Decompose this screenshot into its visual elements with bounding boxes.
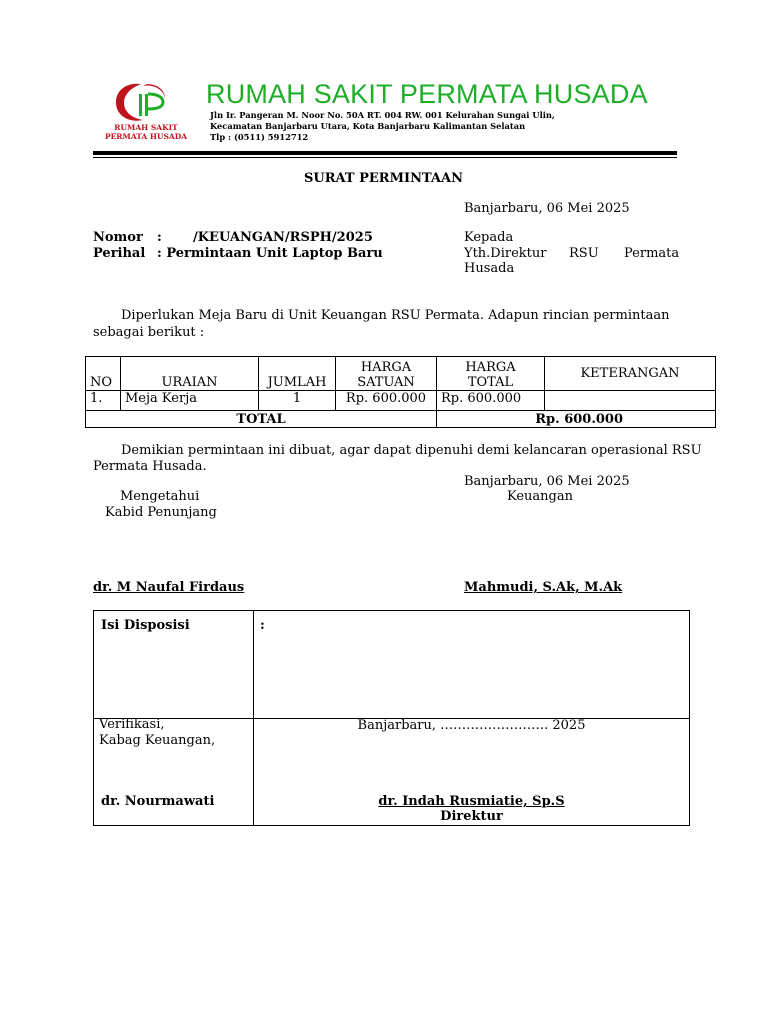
header-harga-satuan-line2: SATUAN bbox=[357, 375, 415, 390]
nomor-sep: : bbox=[157, 230, 162, 245]
signature-left-role1: Mengetahui bbox=[120, 489, 200, 504]
recipient-line2-b: RSU bbox=[569, 246, 599, 261]
address-line1: Jln Ir. Pangeran M. Noor No. 50A RT. 004 RW. 001 Kelurahan Sungai Ulin, bbox=[210, 110, 555, 120]
recipient-line2-c: Permata bbox=[624, 246, 680, 261]
header-no: NO bbox=[86, 357, 121, 391]
phone-line: Tlp : (0511) 5912712 bbox=[210, 132, 309, 142]
letterhead-rule-thick bbox=[93, 151, 677, 155]
total-label: TOTAL bbox=[86, 411, 437, 428]
total-value: Rp. 600.000 bbox=[437, 411, 716, 428]
intro-line1: Diperlukan Meja Baru di Unit Keuangan RSU Permata. Adapun rincian permintaan bbox=[121, 308, 670, 323]
signature-left-name: dr. M Naufal Firdaus bbox=[93, 580, 245, 595]
header-uraian: URAIAN bbox=[121, 357, 259, 391]
signature-right-role: Keuangan bbox=[507, 489, 573, 504]
nomor-label: Nomor bbox=[93, 230, 143, 245]
recipient-line3: Husada bbox=[464, 261, 515, 276]
perihal-value: : Permintaan Unit Laptop Baru bbox=[157, 246, 383, 261]
verification-cell bbox=[94, 719, 254, 826]
disposition-content-cell[interactable] bbox=[254, 611, 690, 719]
disposition-date: Banjarbaru, ……………………. 2025 bbox=[357, 718, 586, 733]
disposition-label: Isi Disposisi bbox=[101, 618, 190, 633]
table-total-row bbox=[86, 411, 716, 428]
disposition-table bbox=[93, 610, 690, 826]
request-items-table bbox=[85, 356, 716, 428]
director-cell bbox=[254, 719, 690, 826]
header-harga-satuan bbox=[336, 357, 437, 391]
hospital-logo bbox=[103, 80, 193, 142]
verification-line2: Kabag Keuangan, bbox=[99, 733, 216, 748]
letter-date: Banjarbaru, 06 Mei 2025 bbox=[464, 201, 630, 216]
closing-line2: Permata Husada. bbox=[93, 459, 207, 474]
logo-caption-line1: RUMAH SAKIT bbox=[114, 123, 178, 132]
header-harga-satuan-line1: HARGA bbox=[360, 360, 412, 375]
closing-line1: Demikian permintaan ini dibuat, agar dapat dipenuhi demi kelancaran operasional RSU bbox=[121, 443, 702, 458]
director-name: dr. Indah Rusmiatie, Sp.S bbox=[378, 794, 565, 809]
hospital-logo-icon bbox=[103, 80, 193, 126]
hospital-name: RUMAH SAKIT PERMATA HUSADA bbox=[206, 79, 648, 109]
recipient-line2-a: Yth.Direktur bbox=[464, 246, 547, 261]
row-uraian: Meja Kerja bbox=[121, 391, 259, 411]
recipient-line1: Kepada bbox=[464, 230, 514, 245]
header-keterangan: KETERANGAN bbox=[545, 357, 716, 391]
signature-date: Banjarbaru, 06 Mei 2025 bbox=[464, 474, 630, 489]
row-harga-satuan: Rp. 600.000 bbox=[336, 391, 437, 411]
table-row bbox=[86, 391, 716, 411]
row-jumlah: 1 bbox=[259, 391, 336, 411]
header-harga-total bbox=[437, 357, 545, 391]
header-harga-total-line1: HARGA bbox=[465, 360, 516, 375]
signature-left-role2: Kabid Penunjang bbox=[105, 505, 217, 520]
perihal-label: Perihal bbox=[93, 246, 146, 261]
letterhead-rule-thin bbox=[93, 157, 677, 158]
signature-right-name: Mahmudi, S.Ak, M.Ak bbox=[464, 580, 623, 595]
nomor-value: /KEUANGAN/RSPH/2025 bbox=[193, 230, 373, 245]
letter-title: SURAT PERMINTAAN bbox=[304, 171, 463, 186]
verification-line1: Verifikasi, bbox=[99, 717, 165, 732]
address-line2: Kecamatan Banjarbaru Utara, Kota Banjarbaru Kalimantan Selatan bbox=[210, 121, 526, 131]
header-jumlah: JUMLAH bbox=[259, 357, 336, 391]
row-keterangan bbox=[545, 391, 716, 411]
disposition-colon: : bbox=[260, 618, 265, 633]
row-no: 1. bbox=[86, 391, 121, 411]
row-harga-total: Rp. 600.000 bbox=[437, 391, 545, 411]
table-header-row bbox=[86, 357, 716, 391]
header-harga-total-line2: TOTAL bbox=[467, 375, 514, 390]
logo-caption-line2: PERMATA HUSADA bbox=[104, 132, 188, 141]
disposition-label-cell bbox=[94, 611, 254, 719]
verification-name: dr. Nourmawati bbox=[101, 794, 215, 809]
intro-line2: sebagai berikut : bbox=[93, 325, 205, 340]
director-title: Direktur bbox=[440, 809, 503, 824]
